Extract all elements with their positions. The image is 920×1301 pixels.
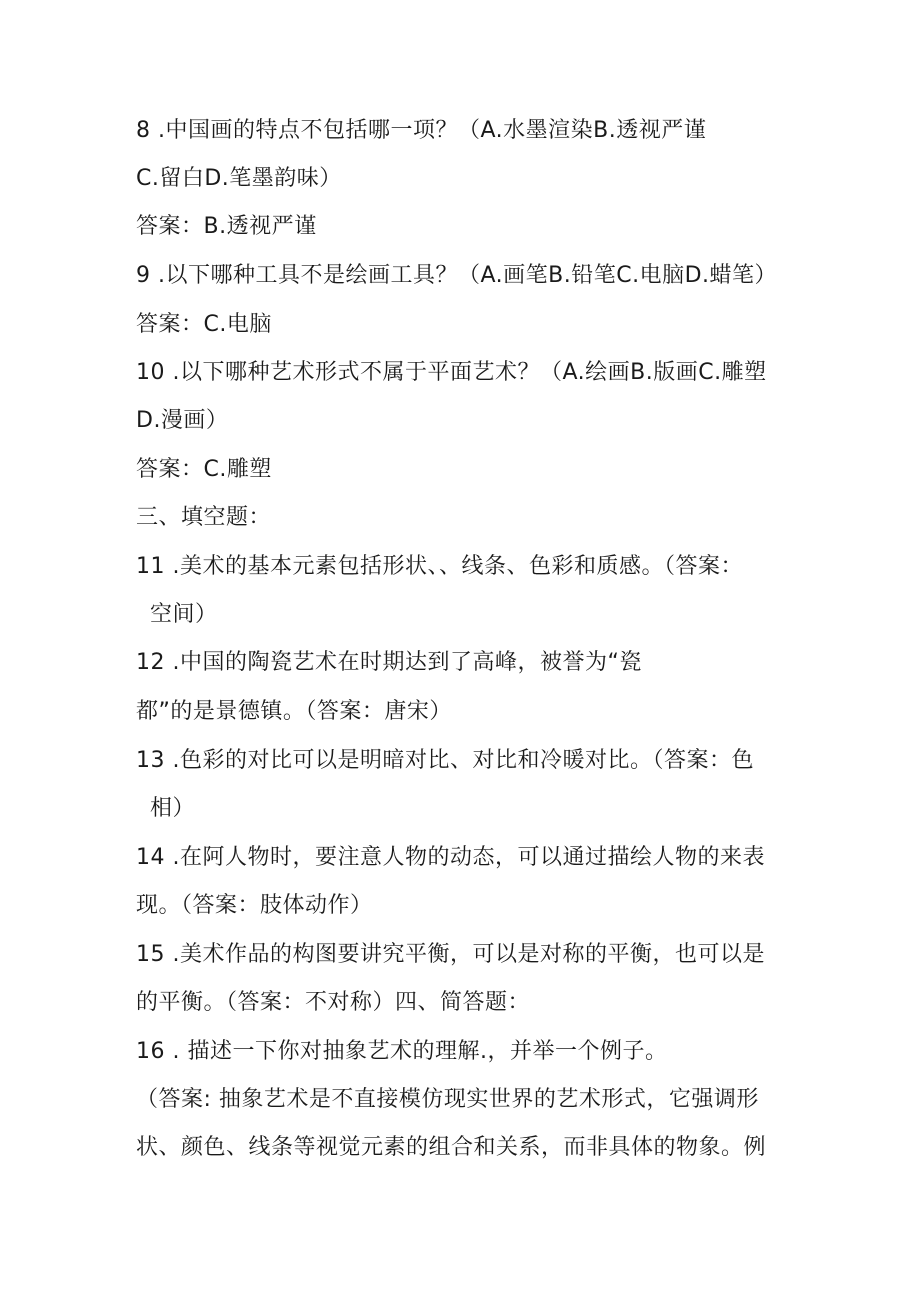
question-15-line-1: 15 .美术作品的构图要讲究平衡，可以是对称的平衡，也可以是 [136,942,765,967]
question-10-line-1: 10 .以下哪种艺术形式不属于平面艺术？（A.绘画B.版画C.雕塑 [136,360,767,385]
question-16: 16 . 描述一下你对抽象艺术的理解.，并举一个例子。 [136,1039,668,1064]
question-8-line-1: 8 .中国画的特点不包括哪一项？（A.水墨渲染B.透视严谨 [136,118,707,143]
question-12-line-1: 12 .中国的陶瓷艺术在时期达到了高峰，被誉为“瓷 [136,650,642,675]
answer-16-line-2: 状、颜色、线条等视觉元素的组合和关系，而非具体的物象。例 [136,1135,767,1160]
question-12-line-2: 都”的是景德镇。（答案：唐宋） [136,699,452,724]
answer-10: 答案：C.雕塑 [136,457,272,482]
question-9: 9 .以下哪种工具不是绘画工具？（A.画笔B.铅笔C.电脑D.蜡笔） [136,263,778,288]
question-13-line-1: 13 .色彩的对比可以是明暗对比、对比和冷暖对比。（答案：色 [136,748,754,773]
question-11-line-2: 空间） [150,602,218,627]
question-8-line-2: C.留白D.笔墨韵味） [136,166,342,191]
question-15-line-2: 的平衡。（答案：不对称）四、简答题： [136,990,531,1015]
answer-8: 答案：B.透视严谨 [136,214,317,239]
section-heading-fill-in: 三、填空题： [136,505,272,530]
answer-16-line-1: （答案: 抽象艺术是不直接模仿现实世界的艺术形式，它强调形 [136,1087,759,1112]
question-14-line-1: 14 .在阿人物时，要注意人物的动态，可以通过描绘人物的来表 [136,845,765,870]
question-11-line-1: 11 .美术的基本元素包括形状、、线条、色彩和质感。（答案： [136,554,743,579]
question-14-line-2: 现。（答案：肢体动作） [136,893,373,918]
question-10-line-2: D.漫画） [136,408,229,433]
answer-9: 答案：C.电脑 [136,312,272,337]
question-13-line-2: 相） [150,796,196,821]
